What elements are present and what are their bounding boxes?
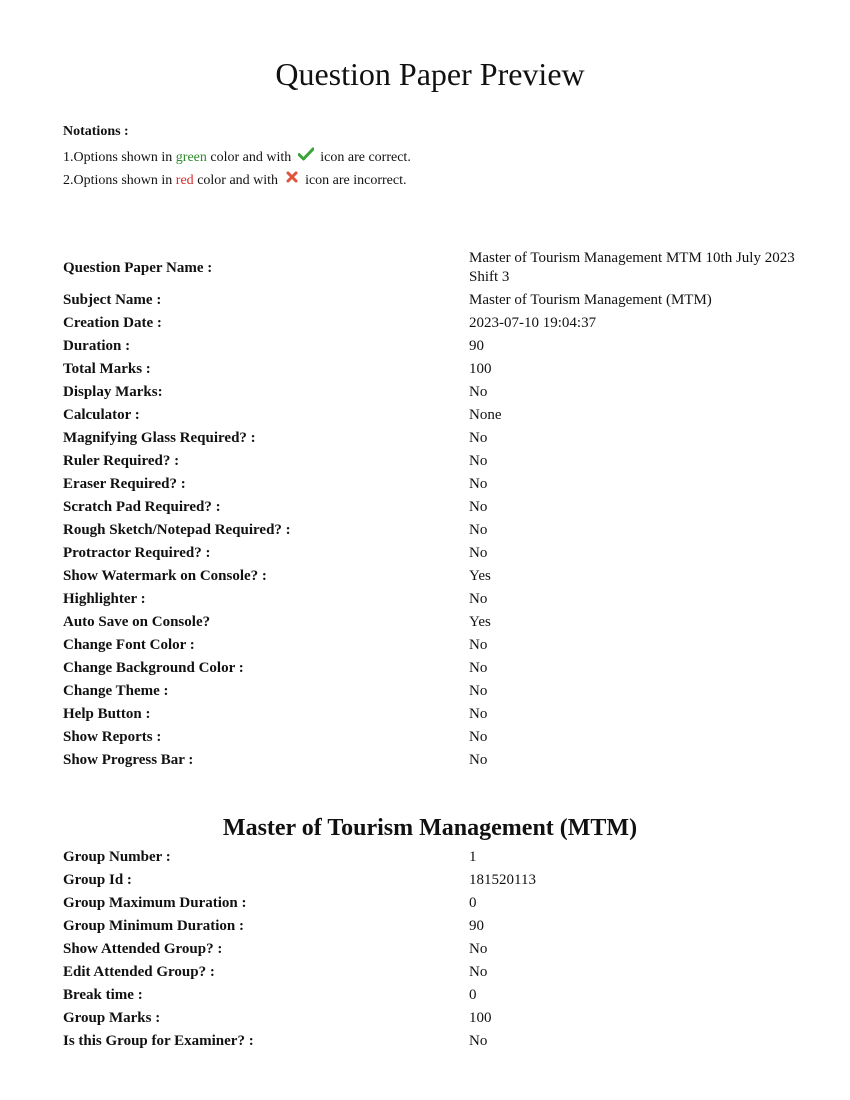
detail-row [63, 565, 803, 588]
detail-value: Yes [469, 568, 491, 584]
detail-row [63, 588, 803, 611]
detail-row [63, 247, 803, 289]
detail-row [63, 611, 803, 634]
detail-label: Change Background Color : [63, 660, 244, 676]
detail-value: No [469, 499, 488, 515]
detail-value: 90 [469, 918, 484, 934]
notation-text: icon are incorrect. [305, 173, 407, 188]
detail-value: No [469, 384, 488, 400]
detail-row [63, 1030, 803, 1053]
notation-text: color and with [197, 173, 279, 188]
notation-text: 2.Options shown in [63, 173, 173, 188]
detail-value: No [469, 637, 488, 653]
detail-label: Auto Save on Console? [63, 614, 211, 630]
detail-value: No [469, 706, 488, 722]
detail-value: No [469, 453, 488, 469]
detail-label: Question Paper Name : [63, 259, 213, 276]
detail-value: No [469, 941, 488, 957]
detail-label: Highlighter : [63, 591, 146, 607]
detail-label: Change Theme : [63, 683, 169, 699]
detail-value: No [469, 964, 488, 980]
detail-value: No [469, 591, 488, 607]
detail-value: None [469, 407, 502, 423]
red-label: red [175, 173, 194, 188]
detail-value: No [469, 660, 488, 676]
detail-label: Subject Name : [63, 292, 162, 308]
detail-row [63, 846, 803, 869]
detail-value: 0 [469, 895, 477, 911]
detail-label: Eraser Required? : [63, 476, 186, 492]
detail-label: Break time : [63, 987, 143, 1003]
detail-row [63, 519, 803, 542]
detail-row [63, 892, 803, 915]
detail-row [63, 427, 803, 450]
detail-label: Group Number : [63, 849, 171, 865]
green-label: green [175, 150, 207, 165]
detail-row [63, 450, 803, 473]
detail-row [63, 634, 803, 657]
notation-text: color and with [210, 150, 292, 165]
detail-row [63, 358, 803, 381]
detail-value: No [469, 545, 488, 561]
detail-row [63, 726, 803, 749]
notations-block [63, 124, 411, 192]
detail-label: Ruler Required? : [63, 453, 180, 469]
detail-value: No [469, 430, 488, 446]
page-title: Question Paper Preview [275, 56, 585, 92]
detail-row [63, 496, 803, 519]
notation-text: 1.Options shown in [63, 150, 173, 165]
detail-label: Change Font Color : [63, 637, 195, 653]
section-title: Master of Tourism Management (MTM) [222, 815, 638, 841]
notation-correct-line [63, 146, 411, 169]
detail-label: Show Progress Bar : [63, 752, 194, 768]
detail-value: No [469, 752, 488, 768]
detail-row [63, 961, 803, 984]
detail-value: Master of Tourism Management (MTM) [469, 292, 712, 308]
detail-value: No [469, 522, 488, 538]
notation-incorrect-line [63, 169, 411, 192]
detail-row [63, 312, 803, 335]
detail-value: No [469, 1033, 488, 1049]
detail-label: Show Attended Group? : [63, 941, 223, 957]
group-details-table [63, 846, 803, 1053]
detail-row [63, 984, 803, 1007]
detail-value: 1 [469, 849, 477, 865]
detail-value: No [469, 729, 488, 745]
detail-row [63, 473, 803, 496]
detail-label: Display Marks: [63, 384, 163, 400]
detail-label: Calculator : [63, 407, 140, 423]
detail-value: 2023-07-10 19:04:37 [469, 315, 597, 331]
detail-row [63, 915, 803, 938]
detail-row [63, 680, 803, 703]
detail-label: Group Maximum Duration : [63, 895, 247, 911]
detail-label: Group Minimum Duration : [63, 918, 244, 934]
detail-label: Total Marks : [63, 361, 151, 377]
detail-row [63, 869, 803, 892]
detail-label: Protractor Required? : [63, 545, 211, 561]
detail-row [63, 404, 803, 427]
detail-value: 90 [469, 338, 484, 354]
detail-value: Yes [469, 614, 491, 630]
cross-icon [285, 169, 299, 192]
detail-value: 100 [469, 1010, 492, 1026]
detail-label: Group Id : [63, 872, 132, 888]
paper-details-table [63, 247, 803, 772]
detail-row [63, 335, 803, 358]
detail-row [63, 289, 803, 312]
detail-value: No [469, 683, 488, 699]
detail-row [63, 703, 803, 726]
detail-label: Show Reports : [63, 729, 162, 745]
detail-row [63, 381, 803, 404]
notations-heading: Notations : [63, 124, 129, 139]
detail-label: Is this Group for Examiner? : [63, 1033, 254, 1049]
detail-value: Master of Tourism Management MTM 10th July 2023 Shift 3 [469, 250, 795, 285]
detail-label: Group Marks : [63, 1010, 161, 1026]
detail-label: Show Watermark on Console? : [63, 568, 267, 584]
detail-label: Help Button : [63, 706, 151, 722]
check-icon [298, 146, 314, 169]
detail-row [63, 1007, 803, 1030]
detail-value: 100 [469, 361, 492, 377]
notation-text: icon are correct. [320, 150, 411, 165]
detail-value: 0 [469, 987, 477, 1003]
detail-row [63, 749, 803, 772]
detail-label: Creation Date : [63, 315, 162, 331]
detail-row [63, 938, 803, 961]
detail-row [63, 657, 803, 680]
detail-label: Rough Sketch/Notepad Required? : [63, 522, 291, 538]
detail-label: Magnifying Glass Required? : [63, 430, 256, 446]
detail-value: 181520113 [469, 872, 536, 888]
detail-value: No [469, 476, 488, 492]
detail-row [63, 542, 803, 565]
detail-label: Edit Attended Group? : [63, 964, 215, 980]
detail-label: Duration : [63, 338, 131, 354]
detail-label: Scratch Pad Required? : [63, 499, 221, 515]
